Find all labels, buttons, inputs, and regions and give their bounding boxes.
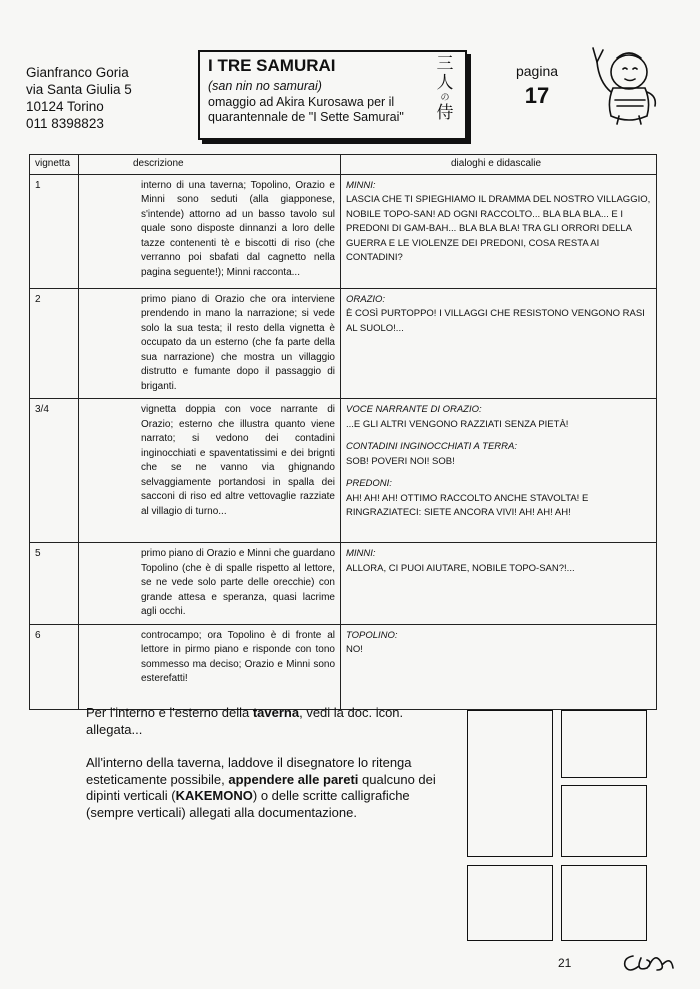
note-bold-pareti: appendere alle pareti	[228, 771, 359, 787]
dialogue-block	[346, 403, 651, 432]
speaker-label: MINNI:	[346, 548, 376, 559]
dialogue-cell	[341, 288, 657, 399]
author-name: Gianfranco Goria	[26, 65, 129, 80]
speaker-label: PREDONI:	[346, 478, 392, 489]
thumbnail-panel-3-4	[467, 710, 553, 857]
dialogue-text: AH! AH! AH! OTTIMO RACCOLTO ANCHE STAVOLTA! E RINGRAZIATECI: SIETE ANCORA VIVI! AH! AH! AH!	[346, 492, 589, 518]
signature-icon	[619, 946, 679, 976]
kanji-person: 人	[436, 73, 454, 93]
description-cell: primo piano di Orazio e Minni che guardano Topolino (che è di spalle rispetto al lettore, se ne vede solo parte delle orecchie) con grande attesa e speranza, quasi lacrime agli occhi.	[79, 543, 341, 625]
script-table	[29, 154, 657, 710]
dialogue-block	[346, 477, 651, 521]
kanji-samurai: 侍	[436, 103, 454, 123]
dialogue-text: SOB! POVERI NOI! SOB!	[346, 455, 455, 467]
header-vignetta: vignetta	[30, 155, 79, 175]
vignetta-cell: 1	[30, 174, 79, 288]
dialogue-text: LASCIA CHE TI SPIEGHIAMO IL DRAMMA DEL NOSTRO VILLAGGIO, NOBILE TOPO-SAN! AD OGNI RACCOLTO... BLA BLA BLA... E I PREDONI DI GAM-BAH... BLA BLA BLA! TRA GLI ORRORI DELLA GUERRA E LE VIOLENZE DEI PREDONI, COSA RESTA AI CONTADINI?	[346, 194, 651, 263]
dialogue-block	[346, 440, 651, 469]
vignetta-cell: 6	[30, 624, 79, 709]
vignetta-cell: 2	[30, 288, 79, 399]
description-cell: vignetta doppia con voce narrante di Orazio; esterno che illustra quanto viene narrato; si vedono dei contadini inginocchiati e spaventatissimi e dei brignti che se ne vanno via ghignando selvaggiamente portandosi in spalla dei sacconi di riso ed altre vettovaglie razziate al villagio di turno...	[79, 399, 341, 543]
dialogue-cell	[341, 624, 657, 709]
note-bold-kakemono: KAKEMONO	[175, 788, 253, 803]
kanji-no: の	[440, 93, 450, 103]
story-subtitle: (san nin no samurai)	[208, 79, 322, 93]
dedication-line-2: quarantennale de "I Sette Samurai"	[208, 110, 404, 124]
vignetta-cell: 3/4	[30, 399, 79, 543]
kanji-title	[433, 55, 457, 123]
dialogue-cell	[341, 399, 657, 543]
thumbnail-panel-5	[467, 865, 553, 941]
story-title: I TRE SAMURAI	[208, 56, 336, 75]
author-street: via Santa Giulia 5	[26, 82, 132, 97]
speaker-label: VOCE NARRANTE DI ORAZIO:	[346, 404, 482, 415]
dialogue-cell	[341, 543, 657, 625]
dialogue-text: ...E GLI ALTRI VENGONO RAZZIATI SENZA PIETÀ!	[346, 418, 569, 430]
speaker-label: ORAZIO:	[346, 293, 386, 305]
dialogue-cell	[341, 174, 657, 288]
table-row	[30, 399, 657, 543]
dedication-line-1: omaggio ad Akira Kurosawa per il	[208, 95, 395, 109]
table-row	[30, 543, 657, 625]
page-number: 17	[524, 83, 550, 108]
table-row	[30, 624, 657, 709]
dialogue-text: È COSÌ PURTOPPO! I VILLAGGI CHE RESISTONO VENGONO RASI AL SUOLO!...	[346, 308, 645, 334]
note-taverna: Per l'interno e l'esterno della taverna, vedi la doc. icon. allegata...	[86, 705, 404, 737]
page-label: pagina	[515, 63, 559, 79]
kanji-three: 三	[436, 54, 454, 74]
note-kakemono: All'interno della taverna, laddove il disegnatore lo ritenga esteticamente possibile, appendere alle pareti qualcuno dei dipinti verticali (KAKEMONO) o delle scritte calligrafiche (sempre verticali) allegati alla documentazione.	[86, 755, 436, 820]
vignetta-cell: 5	[30, 543, 79, 625]
dedication	[208, 95, 423, 125]
table-row	[30, 288, 657, 399]
production-notes	[86, 705, 446, 838]
samurai-mascot-icon	[589, 42, 665, 126]
note-bold-taverna: taverna	[252, 705, 300, 720]
table-header-row	[30, 155, 657, 175]
title-box	[198, 50, 467, 140]
footer-page-number: 21	[558, 956, 572, 970]
table-row	[30, 174, 657, 288]
thumbnail-panel-2	[561, 785, 647, 857]
dialogue-text: NO!	[346, 644, 363, 655]
speaker-label: CONTADINI INGINOCCHIATI A TERRA:	[346, 441, 518, 452]
header-dialoghi: dialoghi e didascalie	[341, 155, 657, 175]
thumbnail-panel-6	[561, 865, 647, 941]
speaker-label: TOPOLINO:	[346, 629, 398, 641]
thumbnail-panel-1	[561, 710, 647, 778]
author-city: 10124 Torino	[26, 99, 104, 114]
dialogue-text: ALLORA, CI PUOI AIUTARE, NOBILE TOPO-SAN?!...	[346, 562, 575, 574]
speaker-label: MINNI:	[346, 179, 376, 191]
author-phone: 011 8398823	[26, 116, 104, 131]
header-descrizione: descrizione	[79, 155, 341, 175]
author-address	[26, 64, 132, 132]
description-cell: controcampo; ora Topolino è di fronte al lettore in pirmo piano e risponde con tono sommesso ma deciso; Orazio e Minni sono esterefatti!	[79, 624, 341, 709]
description-cell: interno di una taverna; Topolino, Orazio e Minni sono seduti (alla giapponese, s'intende) attorno ad un basso tavolo sul quale sono disposte dinnanzi a loro delle tazze contenenti tè e biscotti di riso (che verranno poi sbafati dal cagnetto nella pagina seguente!); Minni racconta...	[79, 174, 341, 288]
description-cell: primo piano di Orazio che ora interviene prendendo in mano la narrazione; si vede solo la sua testa; il resto della vignetta è occupato da un esterno (che fa parte della sua narrazione) che mostra un villaggio distrutto e fumante dopo il passaggio di briganti.	[79, 288, 341, 399]
